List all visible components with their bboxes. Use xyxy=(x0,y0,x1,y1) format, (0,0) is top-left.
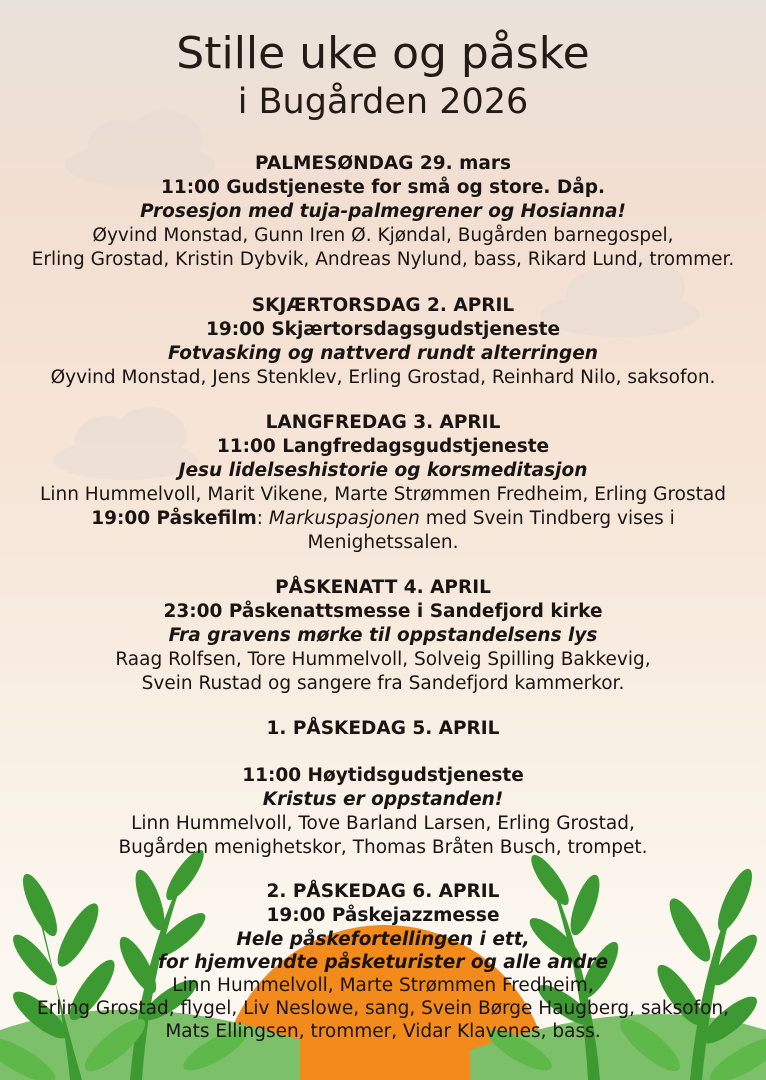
service-time: 11:00 Langfredagsgudstjeneste xyxy=(216,436,550,457)
participants: Øyvind Monstad, Jens Stenklev, Erling Grostad, Reinhard Nilo, saksofon. xyxy=(50,367,716,388)
participants: Erling Grostad, flygel, Liv Neslowe, sang, Svein Børge Haugberg, saksofon, xyxy=(36,998,730,1019)
participants: Bugården menighetskor, Thomas Bråten Busch, trompet. xyxy=(118,837,648,858)
service-theme: Hele påskefortellingen i ett, xyxy=(236,929,530,950)
service-time: 23:00 Påskenattsmesse i Sandefjord kirke xyxy=(163,601,603,622)
service-theme: Kristus er oppstanden! xyxy=(262,789,504,810)
film-rest: med Svein Tindberg vises i xyxy=(419,508,675,529)
service-theme: Fotvasking og nattverd rundt alterringen xyxy=(168,343,598,364)
participants: Mats Ellingsen, trommer, Vidar Klavenes, bass. xyxy=(165,1021,601,1042)
participants: Erling Grostad, Kristin Dybvik, Andreas Nylund, bass, Rikard Lund, trommer. xyxy=(31,249,735,270)
film-colon: : xyxy=(256,508,269,529)
service-time: 11:00 Høytidsgudstjeneste xyxy=(242,765,524,786)
section-heading: 2. PÅSKEDAG 6. APRIL xyxy=(266,881,500,902)
section-heading: LANGFREDAG 3. APRIL xyxy=(265,412,501,433)
section-heading: SKJÆRTORSDAG 2. APRIL xyxy=(251,295,515,316)
section-heading: 1. PÅSKEDAG 5. APRIL xyxy=(266,718,500,739)
participants: Øyvind Monstad, Gunn Iren Ø. Kjøndal, Bugården barnegospel, xyxy=(92,225,674,246)
service-theme: Fra gravens mørke til oppstandelsens lys xyxy=(168,625,598,646)
section-heading: PÅSKENATT 4. APRIL xyxy=(275,577,491,598)
service-time: 11:00 Gudstjeneste for små og store. Dåp. xyxy=(161,177,605,198)
film-line xyxy=(0,507,766,531)
participants: Svein Rustad og sangere fra Sandefjord kammerkor. xyxy=(141,673,625,694)
film-label: 19:00 Påskefilm xyxy=(91,508,257,529)
section-heading: PALMESØNDAG 29. mars xyxy=(255,153,511,174)
film-location: Menighetssalen. xyxy=(307,532,459,553)
participants: Linn Hummelvoll, Tove Barland Larsen, Erling Grostad, xyxy=(131,813,635,834)
participants: Linn Hummelvoll, Marit Vikene, Marte Strømmen Fredheim, Erling Grostad xyxy=(40,484,726,505)
service-time: 19:00 Skjærtorsdagsgudstjeneste xyxy=(206,319,560,340)
participants: Linn Hummelvoll, Marte Strømmen Fredheim, xyxy=(172,975,594,996)
service-theme: for hjemvendte påsketurister og alle andre xyxy=(158,952,608,973)
poster-title: Stille uke og påske xyxy=(176,28,590,79)
service-time: 19:00 Påskejazzmesse xyxy=(266,905,500,926)
service-theme: Jesu lidelseshistorie og korsmeditasjon xyxy=(178,460,588,481)
film-title: Markuspasjonen xyxy=(268,508,420,529)
poster-subtitle: i Bugården 2026 xyxy=(237,82,529,122)
service-theme: Prosesjon med tuja-palmegrener og Hosianna! xyxy=(140,201,626,222)
participants: Raag Rolfsen, Tore Hummelvoll, Solveig Spilling Bakkevig, xyxy=(115,649,651,670)
